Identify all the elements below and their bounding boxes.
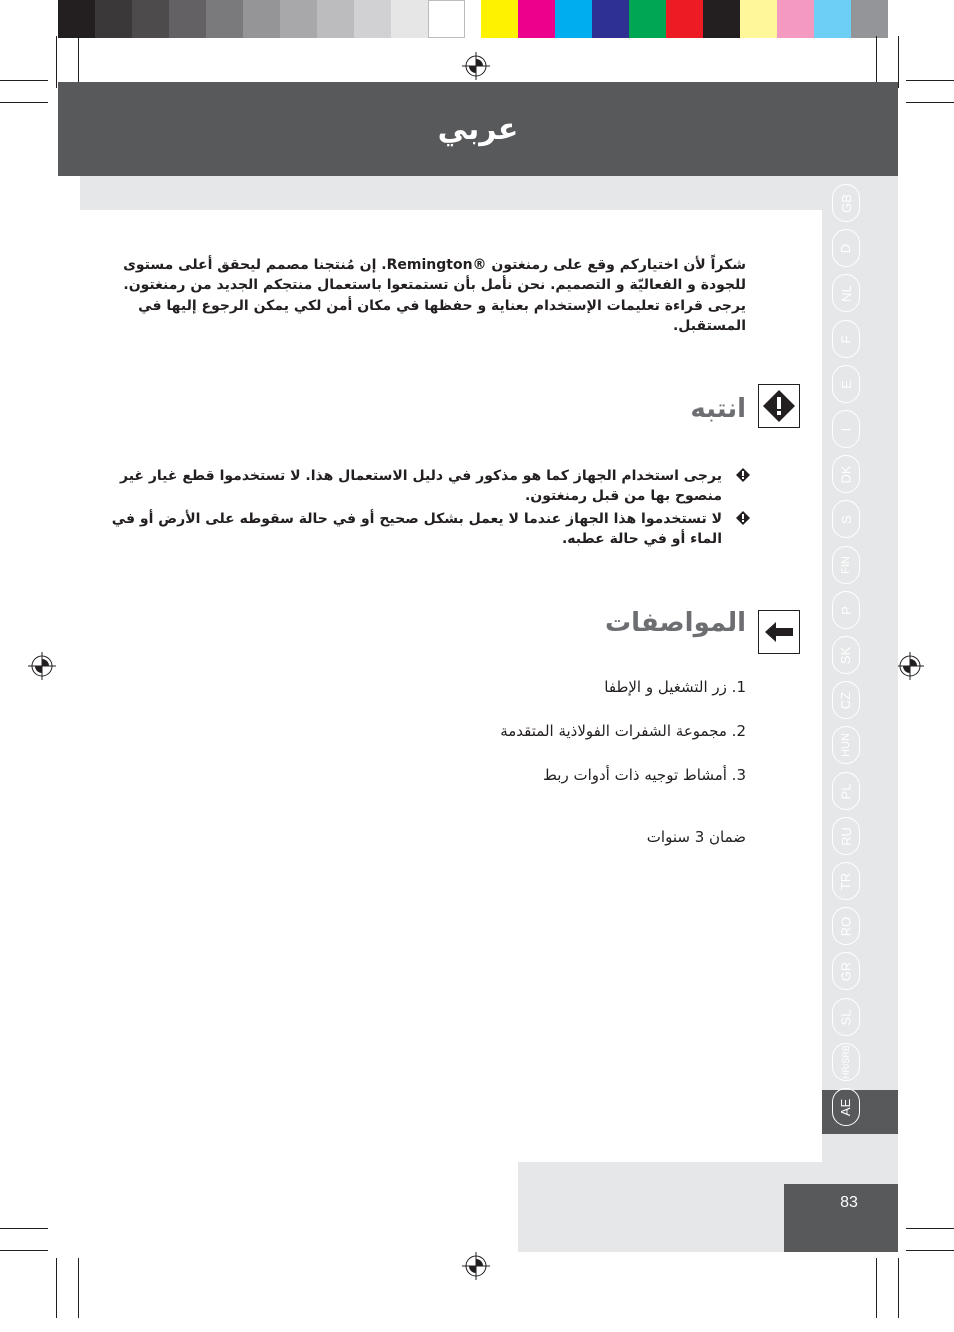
language-tab-label: DK [838,464,854,484]
header-subband [80,176,898,210]
language-tab-label: S [838,514,854,524]
warning-list [110,466,750,551]
swatch-gap [465,0,481,38]
warning-item-text: لا تستخدموا هذا الجهاز عندما لا يعمل بشكل صحيح أو في حالة سقوطه على الأرض أو في الماء أو في حالة عطبه. [111,510,722,547]
registration-mark-icon [896,652,924,680]
color-swatch [280,0,317,38]
crop-mark [78,36,79,88]
language-tab-label: PL [838,783,854,799]
language-tab-label: HR/SRB [841,1044,852,1080]
color-swatch [592,0,629,38]
language-tab-label: F [838,335,854,343]
arrow-left-icon [765,622,793,642]
color-swatch [666,0,703,38]
crop-mark [906,1228,954,1229]
list-item [110,509,750,550]
crop-mark [906,102,954,103]
warning-icon-box [758,384,800,428]
language-tab-dk[interactable] [832,455,860,493]
color-swatch [206,0,243,38]
language-tab-label: TR [838,872,854,890]
language-tab-i[interactable] [832,410,860,448]
color-swatch [703,0,740,38]
registration-mark-icon [28,652,56,680]
page-title: عربي [437,112,519,147]
page-number: 83 [840,1194,858,1211]
registration-mark-icon [462,1252,490,1280]
language-tab-pl[interactable] [832,772,860,810]
color-swatch [428,0,465,38]
crop-mark [906,80,954,81]
list-item: 3. أمشاط توجيه ذات أدوات ربط [543,766,746,784]
warning-diamond-icon [762,389,796,423]
language-tab-label: SL [838,1009,854,1025]
language-tab-label: HUN [840,733,852,757]
language-tab-label: NL [838,284,854,302]
language-tab-label: RO [838,916,854,936]
warranty-text: ضمان 3 سنوات [646,828,746,846]
list-item: 2. مجموعة الشفرات الفولاذية المتقدمة [500,722,746,740]
language-tab-ae[interactable] [832,1088,860,1126]
language-tab-label: GB [838,193,854,213]
language-tab-e[interactable] [832,365,860,403]
crop-mark [0,1228,48,1229]
language-tab-hr-srb[interactable] [832,1043,860,1081]
language-tab-label: E [838,379,854,389]
language-tab-label: FIN [839,556,852,574]
language-tab-d[interactable] [832,229,860,267]
color-swatch [132,0,169,38]
crop-mark [906,1250,954,1251]
color-swatch [317,0,354,38]
color-swatch [391,0,428,38]
color-swatch [518,0,555,38]
language-tab-label: I [838,427,854,431]
color-calibration-bar [58,0,898,38]
crop-mark [876,36,877,88]
language-tab-ro[interactable] [832,907,860,945]
color-swatch [169,0,206,38]
color-swatch [629,0,666,38]
registration-mark-icon [462,52,490,80]
crop-mark [898,1258,899,1318]
color-swatch [354,0,391,38]
specs-list [300,676,746,808]
warning-item-text: يرجى استخدام الجهاز كما هو مذكور في دليل الاستعمال هذا. لا تستخدموا قطع غيار غير منصوح بها من قبل رمنغتون. [120,468,722,505]
language-tab-gb[interactable] [832,184,860,222]
language-tab-label: SK [838,646,854,664]
language-tab-label: AE [838,1098,854,1116]
language-tab-sk[interactable] [832,636,860,674]
color-swatch [555,0,592,38]
color-swatch [481,0,518,38]
crop-mark [0,80,48,81]
warning-bullet-icon [736,468,750,482]
language-tab-ru[interactable] [832,817,860,855]
crop-mark [0,1250,48,1251]
language-tab-label: D [838,243,854,253]
language-tab-f[interactable] [832,320,860,358]
specs-icon-box [758,610,800,654]
color-swatch [58,0,95,38]
language-tab-s[interactable] [832,500,860,538]
list-item [110,466,750,507]
crop-mark [56,36,57,88]
color-swatch [814,0,851,38]
language-tab-fin[interactable] [832,546,860,584]
color-swatch [243,0,280,38]
warning-heading: انتبه [690,394,746,424]
language-tab-hun[interactable] [832,726,860,764]
language-tab-gr[interactable] [832,952,860,990]
crop-mark [78,1258,79,1318]
color-swatch [740,0,777,38]
intro-paragraph: شكراً لأن اختياركم وقع على رمنغتون ®Remington. إن مُنتجنا مصمم ليحقق أعلى مستوى للجودة و الفعاليّة و التصميم. نحن نأمل بأن تستمتعوا باستعمال منتجكم الجديد من رمنغتون. يرجى قراءة تعليمات الإستخدام بعناية و حفظها في مكان أمن لكي يمكن الرجوع إليها في المستقبل. [123,257,746,334]
crop-mark [56,1258,57,1318]
color-swatch [777,0,814,38]
language-tab-cz[interactable] [832,681,860,719]
color-swatch [851,0,888,38]
crop-mark [0,102,48,103]
language-tab-p[interactable] [832,591,860,629]
language-tab-sl[interactable] [832,998,860,1036]
language-tab-label: RU [838,826,854,846]
language-tab-label: CZ [838,691,854,709]
crop-mark [876,1258,877,1318]
language-tab-nl[interactable] [832,274,860,312]
specs-heading: المواصفات [604,608,746,638]
language-tab-tr[interactable] [832,862,860,900]
crop-mark [898,36,899,88]
language-tab-label: GR [838,961,854,981]
warning-bullet-icon [736,511,750,525]
language-tab-label: P [838,605,854,615]
color-swatch [95,0,132,38]
list-item: 1. زر التشغيل و الإطفا [604,678,746,696]
